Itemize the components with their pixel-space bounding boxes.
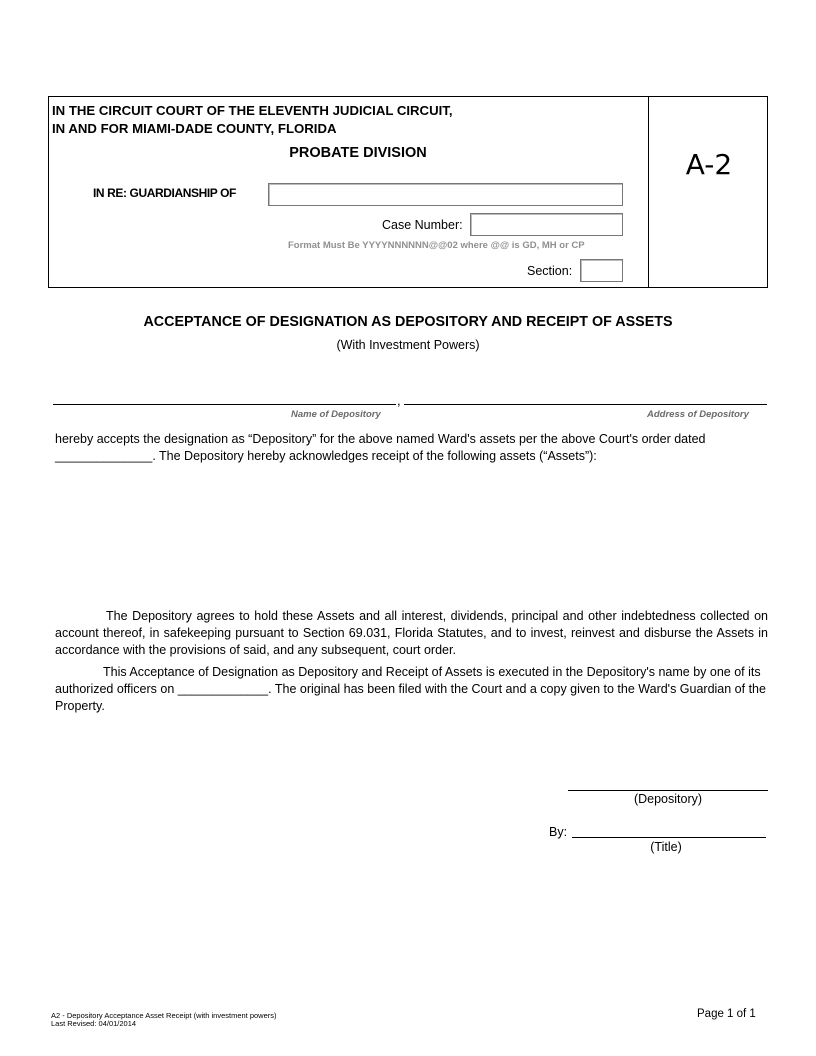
footer-form-name: A2 - Depository Acceptance Asset Receipt (with investment powers) bbox=[51, 1011, 277, 1020]
document-title: ACCEPTANCE OF DESIGNATION AS DEPOSITORY AND RECEIPT OF ASSETS bbox=[143, 314, 673, 330]
division-title: PROBATE DIVISION bbox=[289, 145, 427, 161]
header-divider bbox=[648, 96, 649, 288]
depository-address-line[interactable] bbox=[404, 404, 767, 405]
case-number-format-note: Format Must Be YYYYNNNNNN@@02 where @@ is GD, MH or CP bbox=[288, 240, 585, 251]
section-input[interactable] bbox=[580, 259, 623, 282]
case-number-input[interactable] bbox=[470, 213, 623, 236]
by-label: By: bbox=[549, 825, 568, 839]
court-name-line-1: IN THE CIRCUIT COURT OF THE ELEVENTH JUDICIAL CIRCUIT, bbox=[52, 103, 453, 118]
document-subtitle: (With Investment Powers) bbox=[336, 338, 480, 352]
page-number: Page 1 of 1 bbox=[697, 1008, 756, 1020]
depository-signature-caption: (Depository) bbox=[633, 792, 703, 806]
case-number-label: Case Number: bbox=[382, 218, 463, 232]
depository-name-caption: Name of Depository bbox=[291, 409, 381, 420]
court-name-line-2: IN AND FOR MIAMI-DADE COUNTY, FLORIDA bbox=[52, 121, 337, 136]
form-id: A-2 bbox=[685, 148, 733, 181]
depository-address-caption: Address of Depository bbox=[647, 409, 749, 420]
footer-last-revised: Last Revised: 04/01/2014 bbox=[51, 1019, 137, 1028]
guardianship-label: IN RE: GUARDIANSHIP OF bbox=[93, 186, 236, 200]
guardianship-input[interactable] bbox=[268, 183, 623, 206]
name-address-separator: , bbox=[397, 393, 401, 408]
safekeeping-paragraph: The Depository agrees to hold these Assets and all interest, dividends, principal and other indebtedness collected on account thereof, in safekeeping pursuant to Section 69.031, Florida Statutes, and to invest, reinvest and disburse the Assets in accordance with the provisions of said, and any subsequent, court order. bbox=[55, 609, 768, 657]
officer-title-caption: (Title) bbox=[650, 840, 682, 854]
acceptance-paragraph: hereby accepts the designation as “Depository” for the above named Ward's assets per the above Court's order dated ______________. The Depository hereby acknowledges receipt of the following assets (“Assets”): bbox=[55, 432, 706, 463]
officer-signature-line[interactable] bbox=[572, 837, 766, 838]
depository-signature-line[interactable] bbox=[568, 790, 768, 791]
section-label: Section: bbox=[527, 264, 573, 278]
execution-paragraph: This Acceptance of Designation as Depository and Receipt of Assets is executed in the Depository's name by one of its authorized officers on _____________. The original has been filed with the Court and a copy given to the Ward's Guardian of the Property. bbox=[55, 665, 766, 713]
depository-name-line[interactable] bbox=[53, 404, 396, 405]
